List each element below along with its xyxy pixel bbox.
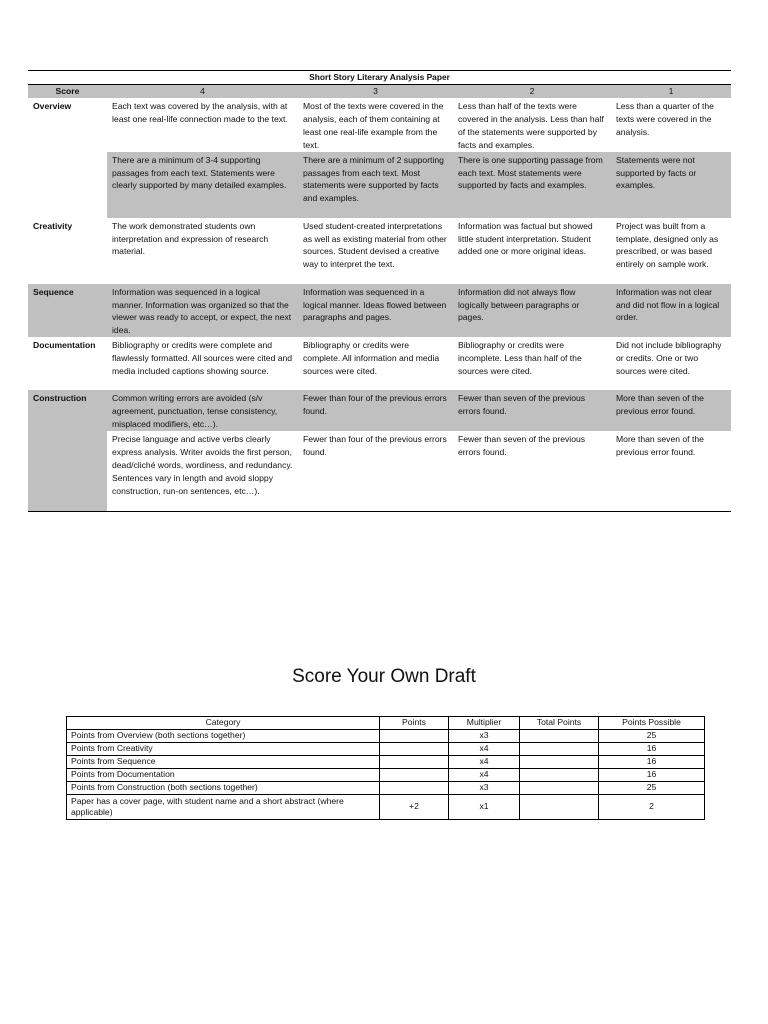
total-points-cell[interactable] — [520, 795, 599, 820]
score-header-total: Total Points — [520, 717, 599, 730]
descriptor-cell: Fewer than four of the previous errors found. — [298, 390, 453, 431]
score-category-cell: Paper has a cover page, with student name and a short abstract (where applicable) — [67, 795, 380, 820]
multiplier-cell: x4 — [449, 769, 520, 782]
descriptor-cell: Common writing errors are avoided (s/v agreement, punctuation, tense consistency, misplaced modifiers, etc…). — [107, 390, 298, 431]
multiplier-cell: x4 — [449, 756, 520, 769]
rubric-row-construction-2 — [28, 431, 731, 512]
score-row — [67, 782, 705, 795]
score-category-cell: Points from Construction (both sections together) — [67, 782, 380, 795]
descriptor-cell: Most of the texts were covered in the analysis, each of them containing at least one real-life example from the text. — [303, 101, 444, 150]
points-input-cell[interactable] — [380, 782, 449, 795]
total-points-cell[interactable] — [520, 782, 599, 795]
points-possible-cell: 25 — [599, 782, 705, 795]
level-header: 3 — [298, 85, 453, 99]
descriptor-cell: Less than half of the texts were covered in the analysis. Less than half of the statements were supported by facts and examples. — [458, 101, 604, 150]
level-header: 4 — [107, 85, 298, 99]
descriptor-cell: The work demonstrated students own interpretation and expression of research material. — [112, 220, 269, 257]
rubric-row-creativity — [28, 218, 731, 284]
score-row — [67, 730, 705, 743]
points-possible-cell: 2 — [599, 795, 705, 820]
level-header: 2 — [453, 85, 611, 99]
descriptor-cell: There are a minimum of 3-4 supporting passages from each text. Statements were clearly supported by many detailed examples. — [107, 152, 298, 218]
descriptor-cell: Bibliography or credits were incomplete. Less than half of the sources were cited. — [458, 340, 582, 377]
category-documentation: Documentation — [28, 337, 107, 390]
points-possible-cell: 25 — [599, 730, 705, 743]
score-header-row — [67, 717, 705, 730]
rubric-header-row — [28, 85, 731, 99]
descriptor-cell: Used student-created interpretations as well as existing material from other sources. Student devised a creative way to interpret the text. — [303, 220, 447, 270]
points-possible-cell: 16 — [599, 743, 705, 756]
rubric-row-overview-2 — [28, 152, 731, 218]
descriptor-cell: Precise language and active verbs clearly express analysis. Writer avoids the first person, dead/cliché words, wordiness, and redundancy. Sentences vary in length and avoid sloppy construction, run-on sentences, etc…). — [112, 433, 293, 496]
score-row — [67, 795, 705, 820]
category-construction: Construction — [28, 390, 107, 511]
score-header-multiplier: Multiplier — [449, 717, 520, 730]
total-points-cell[interactable] — [520, 730, 599, 743]
multiplier-cell: x3 — [449, 730, 520, 743]
score-category-cell: Points from Documentation — [67, 769, 380, 782]
rubric-row-construction-1 — [28, 390, 731, 431]
descriptor-cell: Statements were not supported by facts or examples. — [611, 152, 731, 218]
descriptor-cell: Each text was covered by the analysis, with at least one real-life connection made to the text. — [112, 101, 288, 124]
multiplier-cell: x3 — [449, 782, 520, 795]
descriptor-cell: Information was not clear and did not flow in a logical order. — [611, 284, 731, 338]
total-points-cell[interactable] — [520, 769, 599, 782]
level-header: 1 — [611, 85, 731, 99]
points-possible-cell: 16 — [599, 756, 705, 769]
total-points-cell[interactable] — [520, 756, 599, 769]
descriptor-cell: Bibliography or credits were complete. All information and media sources were cited. — [303, 340, 440, 377]
descriptor-cell: More than seven of the previous error found. — [616, 433, 704, 457]
score-row — [67, 743, 705, 756]
descriptor-cell: Information was sequenced in a logical manner. Information was organized so that the viewer was ready to accept, or expect, the next idea. — [107, 284, 298, 338]
score-header-category: Category — [67, 717, 380, 730]
descriptor-cell: Project was built from a template, designed only as prescribed, or was based entirely on sample work. — [616, 220, 719, 270]
score-category-cell: Points from Creativity — [67, 743, 380, 756]
points-input-cell[interactable] — [380, 756, 449, 769]
descriptor-cell: There is one supporting passage from each text. Most statements were supported by facts and examples. — [453, 152, 611, 218]
descriptor-cell: More than seven of the previous error found. — [611, 390, 731, 431]
descriptor-cell: Fewer than seven of the previous errors found. — [458, 433, 586, 457]
rubric-row-overview-1 — [28, 98, 731, 152]
total-points-cell[interactable] — [520, 743, 599, 756]
descriptor-cell: Fewer than seven of the previous errors found. — [453, 390, 611, 431]
category-creativity: Creativity — [28, 218, 107, 284]
descriptor-cell: Information was sequenced in a logical manner. Ideas flowed between paragraphs and pages. — [298, 284, 453, 338]
points-possible-cell: 16 — [599, 769, 705, 782]
points-input-cell[interactable] — [380, 730, 449, 743]
score-category-cell: Points from Overview (both sections together) — [67, 730, 380, 743]
points-input-cell[interactable]: +2 — [380, 795, 449, 820]
multiplier-cell: x1 — [449, 795, 520, 820]
points-input-cell[interactable] — [380, 743, 449, 756]
score-table — [66, 716, 705, 820]
score-header-points: Points — [380, 717, 449, 730]
rubric-row-sequence — [28, 284, 731, 338]
category-sequence: Sequence — [28, 284, 107, 338]
category-overview: Overview — [28, 98, 107, 218]
descriptor-cell: Information was factual but showed little student interpretation. Student added one or more original ideas. — [458, 220, 593, 257]
descriptor-cell: Less than a quarter of the texts were covered in the analysis. — [616, 101, 714, 137]
points-input-cell[interactable] — [380, 769, 449, 782]
descriptor-cell: Bibliography or credits were complete and flawlessly formatted. All sources were cited and media included captions showing source. — [112, 340, 293, 377]
score-header-possible: Points Possible — [599, 717, 705, 730]
descriptor-cell: Did not include bibliography or credits. One or two sources were cited. — [616, 340, 722, 377]
descriptor-cell: Information did not always flow logically between paragraphs or pages. — [453, 284, 611, 338]
score-section-title: Score Your Own Draft — [292, 666, 476, 687]
descriptor-cell: Fewer than four of the previous errors found. — [303, 433, 447, 457]
score-category-cell: Points from Sequence — [67, 756, 380, 769]
rubric-table — [28, 70, 731, 512]
rubric-row-documentation — [28, 337, 731, 390]
score-row — [67, 756, 705, 769]
rubric-title-row — [28, 71, 731, 85]
rubric-title: Short Story Literary Analysis Paper — [309, 72, 450, 82]
score-row — [67, 769, 705, 782]
score-header: Score — [28, 85, 107, 99]
descriptor-cell: There are a minimum of 2 supporting passages from each text. Most statements were supported by facts and examples. — [298, 152, 453, 218]
multiplier-cell: x4 — [449, 743, 520, 756]
